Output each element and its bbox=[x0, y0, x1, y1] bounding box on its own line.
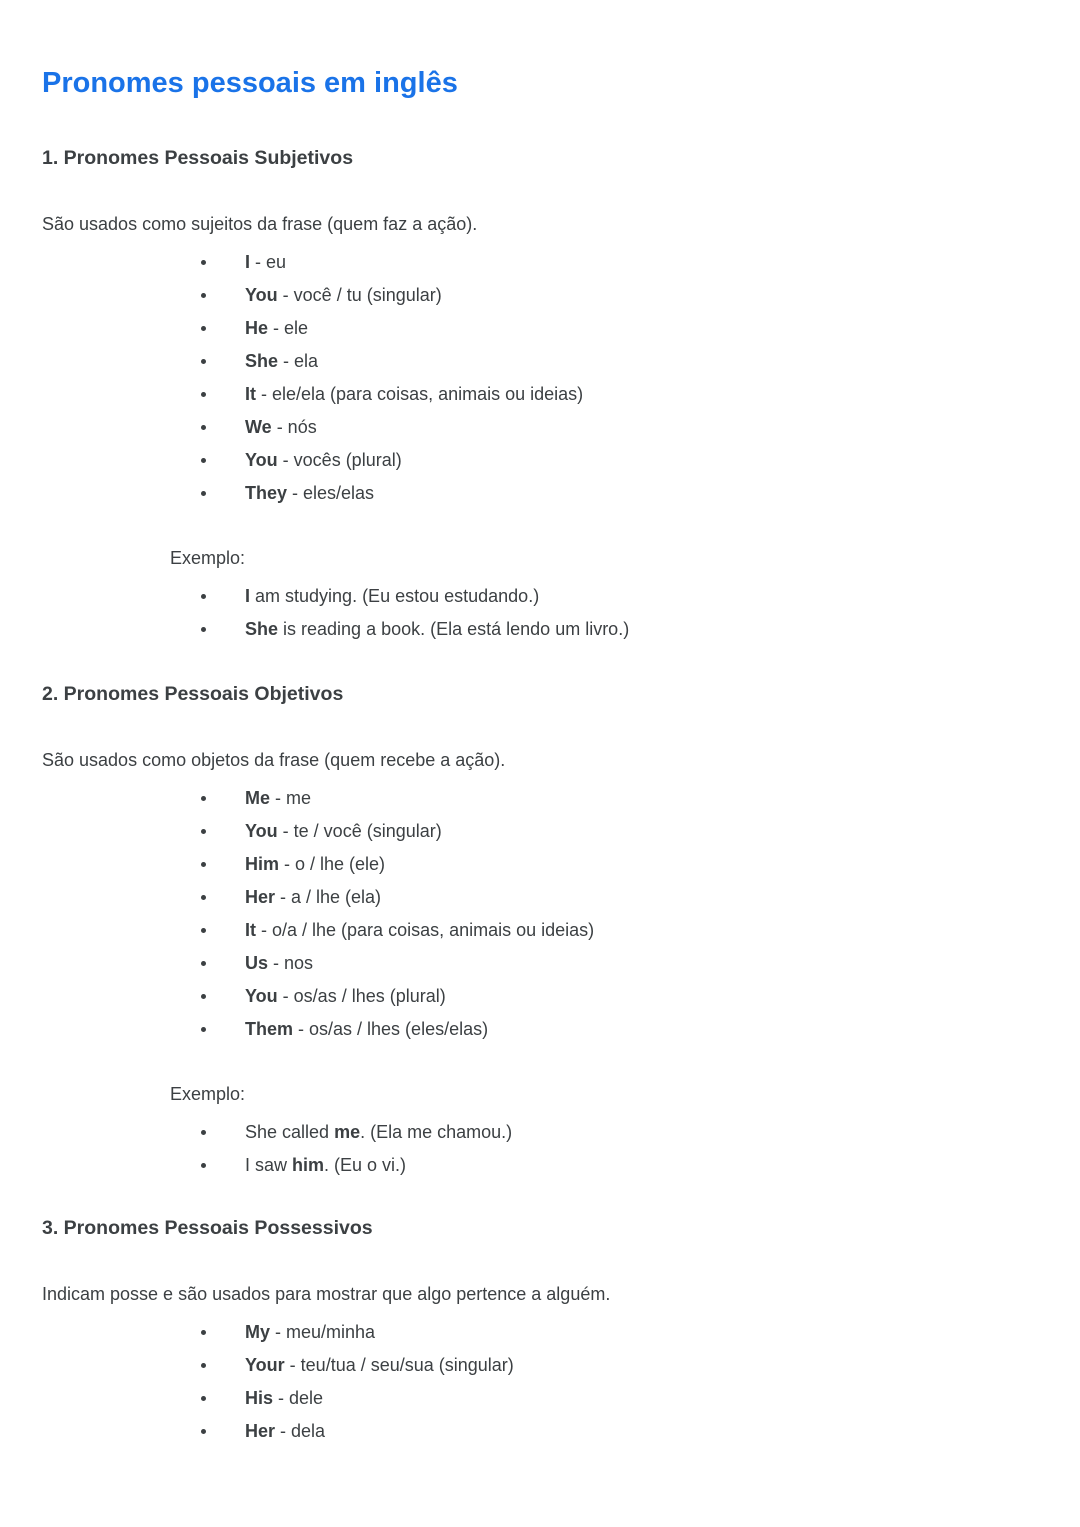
bullet-icon bbox=[201, 1330, 206, 1335]
pronoun-translation: - dela bbox=[275, 1421, 326, 1441]
example-post: . (Ela me chamou.) bbox=[360, 1122, 513, 1142]
pronoun: Your bbox=[245, 1355, 285, 1375]
pronoun: Them bbox=[245, 1019, 294, 1039]
example-post: is reading a book. (Ela está lendo um livro.) bbox=[278, 619, 630, 639]
pronoun-list-subjetivos bbox=[42, 246, 1038, 510]
pronoun-translation: - os/as / lhes (eles/elas) bbox=[293, 1019, 489, 1039]
pronoun-translation: - os/as / lhes (plural) bbox=[277, 986, 446, 1006]
pronoun: You bbox=[245, 285, 278, 305]
list-item bbox=[42, 613, 1038, 646]
pronoun: It bbox=[245, 920, 256, 940]
section-intro: São usados como sujeitos da frase (quem faz a ação). bbox=[42, 214, 478, 234]
example-bold: me bbox=[334, 1122, 361, 1142]
example-bold: him bbox=[292, 1155, 325, 1175]
pronoun: His bbox=[245, 1388, 274, 1408]
pronoun-translation: - nós bbox=[271, 417, 317, 437]
bullet-icon bbox=[201, 293, 206, 298]
pronoun: You bbox=[245, 821, 278, 841]
section-heading-objetivos: 2. Pronomes Pessoais Objetivos bbox=[42, 683, 344, 705]
pronoun: You bbox=[245, 986, 278, 1006]
list-item bbox=[42, 444, 1038, 477]
list-item bbox=[42, 312, 1038, 345]
example-label: Exemplo: bbox=[170, 1084, 246, 1104]
pronoun-translation: - ela bbox=[278, 351, 319, 371]
bullet-icon bbox=[201, 627, 206, 632]
bullet-icon bbox=[201, 895, 206, 900]
list-item bbox=[42, 580, 1038, 613]
pronoun: Her bbox=[245, 887, 276, 907]
bullet-icon bbox=[201, 994, 206, 999]
bullet-icon bbox=[201, 1163, 206, 1168]
pronoun-translation: - você / tu (singular) bbox=[277, 285, 442, 305]
section-intro: São usados como objetos da frase (quem recebe a ação). bbox=[42, 750, 506, 770]
list-item bbox=[42, 914, 1038, 947]
bullet-icon bbox=[201, 1130, 206, 1135]
bullet-icon bbox=[201, 1429, 206, 1434]
bullet-icon bbox=[201, 961, 206, 966]
list-item bbox=[42, 815, 1038, 848]
pronoun: Us bbox=[245, 953, 269, 973]
list-item bbox=[42, 411, 1038, 444]
list-item bbox=[42, 947, 1038, 980]
list-item bbox=[42, 1316, 1038, 1349]
list-item bbox=[42, 246, 1038, 279]
example-bold: She bbox=[245, 619, 279, 639]
pronoun-translation: - a / lhe (ela) bbox=[275, 887, 382, 907]
pronoun-translation: - te / você (singular) bbox=[277, 821, 442, 841]
bullet-icon bbox=[201, 594, 206, 599]
list-item bbox=[42, 980, 1038, 1013]
pronoun: Me bbox=[245, 788, 271, 808]
pronoun-list-objetivos bbox=[42, 782, 1038, 1046]
bullet-icon bbox=[201, 392, 206, 397]
pronoun: They bbox=[245, 483, 288, 503]
bullet-icon bbox=[201, 829, 206, 834]
section-heading-subjetivos: 1. Pronomes Pessoais Subjetivos bbox=[42, 147, 354, 169]
pronoun-translation: - me bbox=[270, 788, 312, 808]
pronoun: Him bbox=[245, 854, 280, 874]
pronoun: You bbox=[245, 450, 278, 470]
list-item bbox=[42, 1013, 1038, 1046]
pronoun: He bbox=[245, 318, 269, 338]
bullet-icon bbox=[201, 260, 206, 265]
pronoun: It bbox=[245, 384, 256, 404]
list-item bbox=[42, 279, 1038, 312]
example-list bbox=[42, 1116, 1038, 1182]
list-item bbox=[42, 345, 1038, 378]
section-heading-possessivos: 3. Pronomes Pessoais Possessivos bbox=[42, 1217, 373, 1239]
example-label: Exemplo: bbox=[170, 548, 246, 568]
bullet-icon bbox=[201, 1363, 206, 1368]
list-item bbox=[42, 881, 1038, 914]
pronoun-translation: - eles/elas bbox=[287, 483, 375, 503]
list-item bbox=[42, 782, 1038, 815]
pronoun-translation: - ele bbox=[268, 318, 309, 338]
example-pre: She called bbox=[245, 1122, 335, 1142]
pronoun: My bbox=[245, 1322, 271, 1342]
bullet-icon bbox=[201, 796, 206, 801]
example-post: am studying. (Eu estou estudando.) bbox=[250, 586, 540, 606]
pronoun: She bbox=[245, 351, 279, 371]
bullet-icon bbox=[201, 862, 206, 867]
list-item bbox=[42, 1149, 1038, 1182]
pronoun: We bbox=[245, 417, 272, 437]
pronoun-translation: - vocês (plural) bbox=[277, 450, 402, 470]
page-title: Pronomes pessoais em inglês bbox=[42, 67, 458, 99]
bullet-icon bbox=[201, 425, 206, 430]
pronoun-translation: - nos bbox=[268, 953, 314, 973]
example-pre: I saw bbox=[245, 1155, 293, 1175]
list-item bbox=[42, 477, 1038, 510]
pronoun-list-possessivos bbox=[42, 1316, 1038, 1448]
pronoun: I bbox=[245, 252, 251, 272]
pronoun-translation: - teu/tua / seu/sua (singular) bbox=[284, 1355, 514, 1375]
pronoun-translation: - ele/ela (para coisas, animais ou ideias) bbox=[256, 384, 584, 404]
bullet-icon bbox=[201, 928, 206, 933]
example-post: . (Eu o vi.) bbox=[324, 1155, 407, 1175]
pronoun-translation: - eu bbox=[250, 252, 287, 272]
bullet-icon bbox=[201, 491, 206, 496]
list-item bbox=[42, 848, 1038, 881]
bullet-icon bbox=[201, 458, 206, 463]
pronoun-translation: - meu/minha bbox=[270, 1322, 376, 1342]
list-item bbox=[42, 1349, 1038, 1382]
list-item bbox=[42, 378, 1038, 411]
bullet-icon bbox=[201, 326, 206, 331]
section-intro: Indicam posse e são usados para mostrar que algo pertence a alguém. bbox=[42, 1284, 611, 1304]
list-item bbox=[42, 1116, 1038, 1149]
example-list bbox=[42, 580, 1038, 646]
pronoun-translation: - o / lhe (ele) bbox=[279, 854, 386, 874]
list-item bbox=[42, 1415, 1038, 1448]
pronoun: Her bbox=[245, 1421, 276, 1441]
pronoun-translation: - dele bbox=[273, 1388, 324, 1408]
pronoun-translation: - o/a / lhe (para coisas, animais ou ideias) bbox=[256, 920, 595, 940]
example-bold: I bbox=[245, 586, 251, 606]
bullet-icon bbox=[201, 1027, 206, 1032]
list-item bbox=[42, 1382, 1038, 1415]
bullet-icon bbox=[201, 1396, 206, 1401]
bullet-icon bbox=[201, 359, 206, 364]
